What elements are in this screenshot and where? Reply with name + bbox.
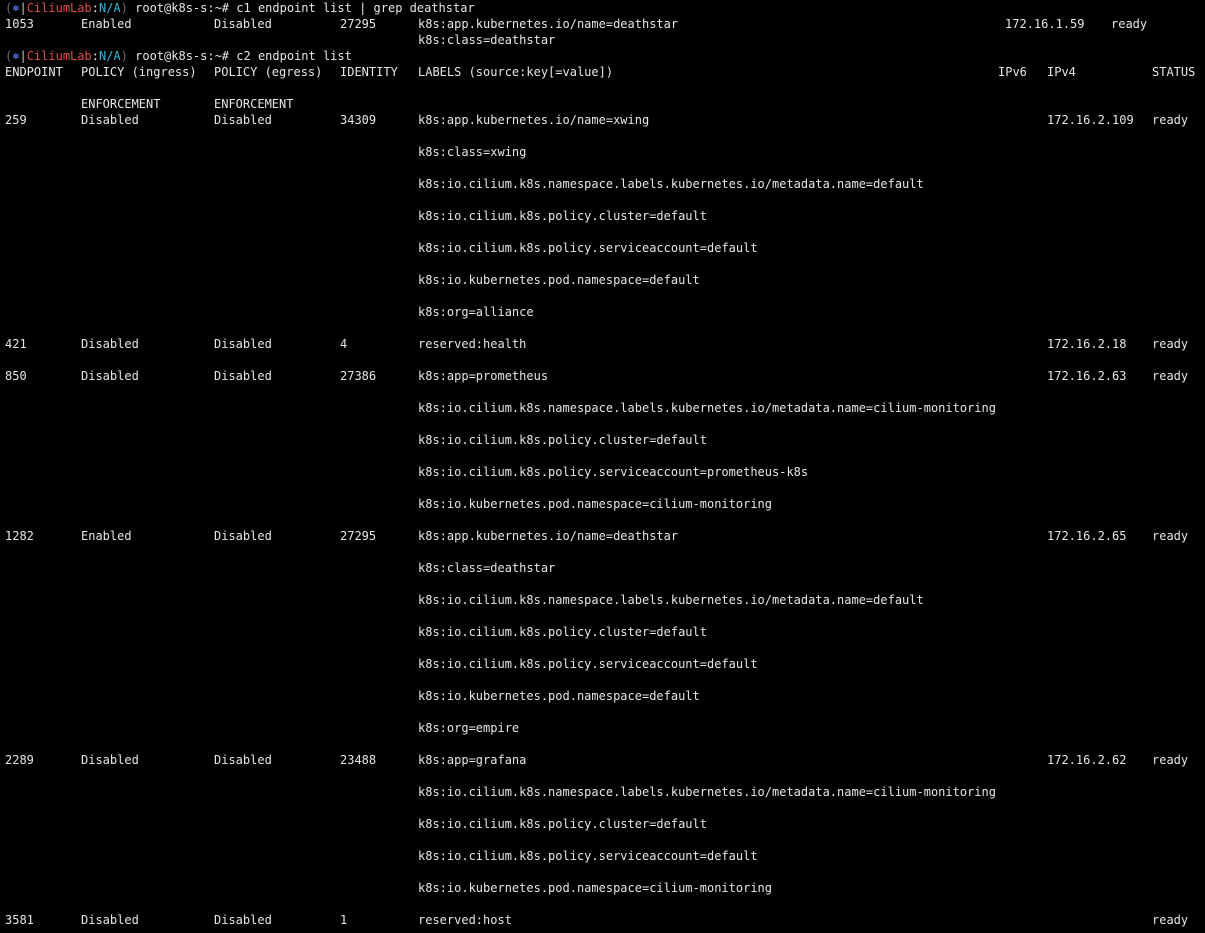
endpoint-id: 2289 [5,753,34,767]
table-row-label-line [0,240,1205,256]
prompt-context: CiliumLab [26,1,92,15]
label: k8s:io.cilium.k8s.policy.cluster=default [418,817,707,831]
prompt-host: root@k8s-s:~# [127,49,237,63]
label: k8s:io.cilium.k8s.namespace.labels.kubernetes.io/metadata.name=default [418,593,924,607]
ipv4-address: 172.16.1.59 [1005,17,1085,31]
label: k8s:io.kubernetes.pod.namespace=cilium-monitoring [418,497,773,511]
egress-policy: Disabled [214,753,272,767]
prompt-open-paren: ( [5,49,13,63]
status: ready [1152,113,1189,127]
prompt-context: CiliumLab [26,49,92,63]
identity: 34309 [340,113,377,127]
table-row-label-line [0,464,1205,480]
command-text: c1 endpoint list | grep deathstar [236,1,475,15]
kubernetes-helm-icon: ⎈ [12,1,20,15]
header-endpoint: ENDPOINT [5,65,63,79]
header-egress-enforcement: ENFORCEMENT [214,97,294,111]
label: k8s:io.cilium.k8s.namespace.labels.kubernetes.io/metadata.name=default [418,177,924,191]
label: k8s:io.cilium.k8s.policy.serviceaccount=prometheus-k8s [418,465,809,479]
ingress-policy: Disabled [81,753,139,767]
egress-policy: Disabled [214,913,272,927]
table-row-label-line [0,688,1205,704]
egress-policy: Disabled [214,529,272,543]
label: k8s:io.kubernetes.pod.namespace=cilium-monitoring [418,881,773,895]
table-row-label-line [0,656,1205,672]
label: k8s:io.kubernetes.pod.namespace=default [418,689,700,703]
table-row [0,336,1205,352]
table-row [0,752,1205,768]
ipv4-address: 172.16.2.65 [1047,529,1127,543]
header-ingress-enforcement: ENFORCEMENT [81,97,161,111]
prompt-host: root@k8s-s:~# [127,1,237,15]
ingress-policy: Enabled [81,529,132,543]
endpoint-id: 850 [5,369,27,383]
ipv4-address: 172.16.2.18 [1047,337,1127,351]
header-ingress: POLICY (ingress) [81,65,197,79]
label: k8s:app.kubernetes.io/name=xwing [418,113,650,127]
table-row [0,528,1205,544]
label: k8s:org=alliance [418,305,534,319]
egress-policy: Disabled [214,17,272,31]
header-egress: POLICY (egress) [214,65,323,79]
prompt-open-paren: ( [5,1,13,15]
egress-policy: Disabled [214,113,272,127]
header-ipv6: IPv6 [998,65,1027,79]
label: k8s:io.cilium.k8s.policy.serviceaccount=default [418,241,758,255]
prompt-separator: | [19,1,27,15]
identity: 27386 [340,369,377,383]
prompt-namespace: N/A [98,49,121,63]
command-text: c2 endpoint list [236,49,352,63]
egress-policy: Disabled [214,337,272,351]
status: ready [1111,17,1148,31]
endpoint-id: 1282 [5,529,34,543]
prompt-2 [5,48,352,64]
prompt-colon: : [91,1,99,15]
table-row-label-line [0,176,1205,192]
ingress-policy: Disabled [81,113,139,127]
table-row-label-line [0,496,1205,512]
label: k8s:io.cilium.k8s.policy.cluster=default [418,625,707,639]
prompt-colon: : [91,49,99,63]
identity: 27295 [340,529,377,543]
status: ready [1152,369,1189,383]
table-row-label-line [0,592,1205,608]
table-row-label-line [0,144,1205,160]
prompt-close-paren: ) [120,49,128,63]
table-row-label-line [0,560,1205,576]
table-row-label-line [0,848,1205,864]
table-header-sub [0,96,1205,112]
endpoint-id: 421 [5,337,27,351]
table-row-label-line [0,784,1205,800]
label: k8s:app=prometheus [418,369,549,383]
table-row [0,912,1205,928]
ingress-policy: Enabled [81,17,132,31]
table-row-label-line [0,304,1205,320]
label: k8s:io.cilium.k8s.policy.serviceaccount=default [418,657,758,671]
grep-result-row [0,16,1205,32]
ingress-policy: Disabled [81,369,139,383]
status: ready [1152,753,1189,767]
table-row-label-line [0,816,1205,832]
label: k8s:app.kubernetes.io/name=deathstar [418,17,679,31]
endpoint-id: 3581 [5,913,34,927]
endpoint-id: 259 [5,113,27,127]
prompt-separator: | [19,49,27,63]
status: ready [1152,529,1189,543]
identity: 23488 [340,753,377,767]
table-row-label-line [0,880,1205,896]
label: reserved:host [418,913,512,927]
ingress-policy: Disabled [81,913,139,927]
table-row [0,112,1205,128]
label: k8s:io.kubernetes.pod.namespace=default [418,273,700,287]
kubernetes-helm-icon: ⎈ [12,49,20,63]
label: k8s:app=grafana [418,753,527,767]
label: k8s:io.cilium.k8s.namespace.labels.kubernetes.io/metadata.name=cilium-monitoring [418,785,996,799]
label: reserved:health [418,337,527,351]
egress-policy: Disabled [214,369,272,383]
header-labels: LABELS (source:key[=value]) [418,65,614,79]
prompt-namespace: N/A [98,1,121,15]
prompt-1 [5,0,475,16]
table-row-label-line [0,624,1205,640]
table-row-label-line [0,400,1205,416]
label: k8s:app.kubernetes.io/name=deathstar [418,529,679,543]
label: k8s:class=deathstar [418,561,556,575]
label: k8s:class=deathstar [418,33,556,47]
label: k8s:io.cilium.k8s.policy.serviceaccount=default [418,849,758,863]
table-row-label-line [0,208,1205,224]
table-row-label-line [0,272,1205,288]
label: k8s:class=xwing [418,145,527,159]
table-header [0,64,1205,80]
ingress-policy: Disabled [81,337,139,351]
header-status: STATUS [1152,65,1196,79]
ipv4-address: 172.16.2.63 [1047,369,1127,383]
label: k8s:io.cilium.k8s.namespace.labels.kubernetes.io/metadata.name=cilium-monitoring [418,401,996,415]
endpoint-id: 1053 [5,17,34,31]
grep-result-label-line [0,32,1205,48]
status: ready [1152,913,1189,927]
identity: 27295 [340,17,377,31]
prompt-close-paren: ) [120,1,128,15]
command-line-2 [0,48,1205,64]
label: k8s:org=empire [418,721,520,735]
label: k8s:io.cilium.k8s.policy.cluster=default [418,433,707,447]
header-identity: IDENTITY [340,65,398,79]
table-row-label-line [0,432,1205,448]
header-ipv4: IPv4 [1047,65,1076,79]
ipv4-address: 172.16.2.62 [1047,753,1127,767]
table-row [0,368,1205,384]
identity: 4 [340,337,348,351]
status: ready [1152,337,1189,351]
identity: 1 [340,913,348,927]
ipv4-address: 172.16.2.109 [1047,113,1134,127]
command-line-1 [0,0,1205,16]
label: k8s:io.cilium.k8s.policy.cluster=default [418,209,707,223]
table-row-label-line [0,720,1205,736]
